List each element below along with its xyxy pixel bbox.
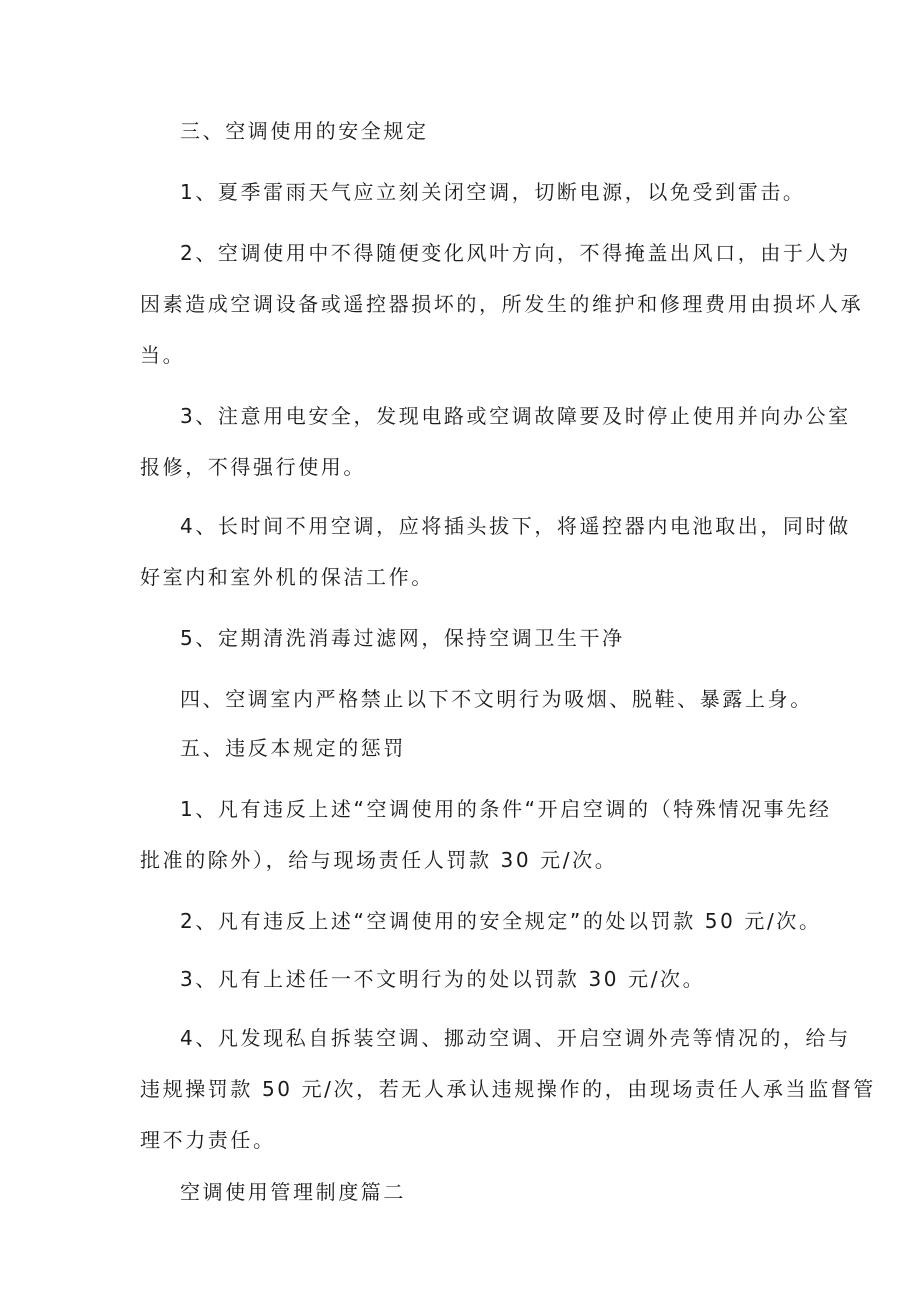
section-3-item-2-line-3: 当。 [140,343,186,367]
section-5-item-4-line-1: 4、凡发现私自拆装空调、挪动空调、开启空调外壳等情况的，给与 [180,1026,851,1050]
section-5-item-4-line-3: 理不力责任。 [140,1128,276,1152]
section-5-item-1-line-1: 1、凡有违反上述“空调使用的条件“开启空调的（特殊情况事先经 [180,797,832,821]
section-3-item-3-line-1: 3、注意用电安全，发现电路或空调故障要及时停止使用并向办公室 [180,404,851,428]
section-3-item-2-line-1: 2、空调使用中不得随便变化风叶方向，不得掩盖出风口，由于人为 [180,241,851,265]
section-3-item-3-line-2: 报修，不得强行使用。 [140,455,366,479]
next-section-title: 空调使用管理制度篇二 [180,1180,406,1204]
section-3-heading: 三、空调使用的安全规定 [180,119,429,143]
section-5-heading: 五、违反本规定的惩罚 [180,736,406,760]
section-5-item-2: 2、凡有违反上述“空调使用的安全规定”的处以罚款 50 元/次。 [180,909,822,933]
section-3-item-4-line-1: 4、长时间不用空调，应将插头拔下，将遥控器内电池取出，同时做 [180,514,851,538]
section-3-item-5: 5、定期清洗消毒过滤网，保持空调卫生干净 [180,626,625,650]
section-4-heading: 四、空调室内严格禁止以下不文明行为吸烟、脱鞋、暴露上身。 [180,687,813,711]
section-5-item-1-line-2: 批准的除外），给与现场责任人罚款 30 元/次。 [140,848,618,872]
section-5-item-3: 3、凡有上述任一不文明行为的处以罚款 30 元/次。 [180,967,706,991]
section-3-item-1: 1、夏季雷雨天气应立刻关闭空调，切断电源，以免受到雷击。 [180,180,806,204]
section-3-item-2-line-2: 因素造成空调设备或遥控器损坏的，所发生的维护和修理费用由损坏人承 [140,292,864,316]
section-3-item-4-line-2: 好室内和室外机的保洁工作。 [140,565,434,589]
section-5-item-4-line-2: 违规操罚款 50 元/次，若无人承认违规操作的，由现场责任人承当监督管 [140,1077,876,1101]
